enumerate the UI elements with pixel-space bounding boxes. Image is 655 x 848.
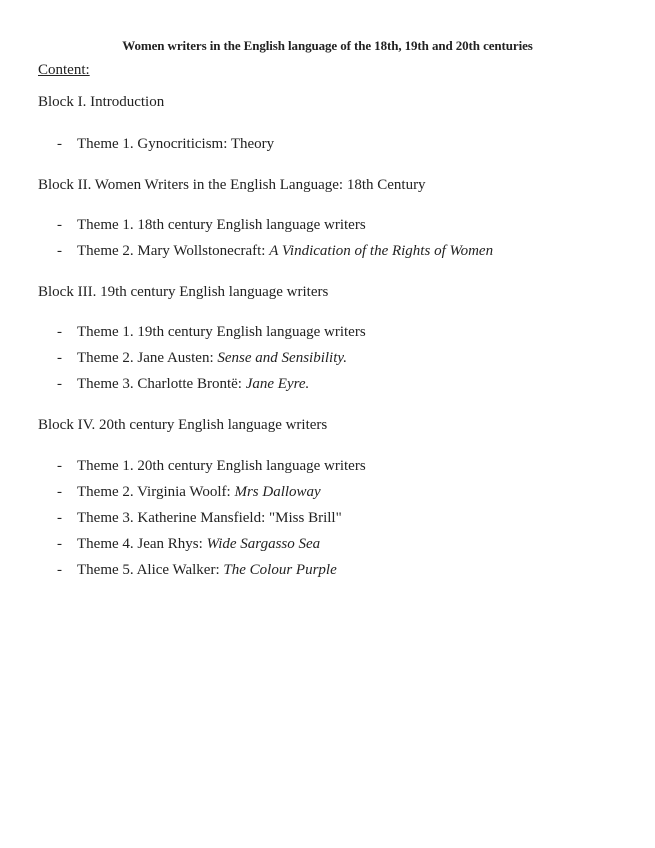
bullet-dash: -	[57, 536, 62, 552]
theme-text: Theme 2. Mary Wollstonecraft:	[77, 243, 270, 259]
block-heading-4: Block IV. 20th century English language writers	[38, 417, 328, 433]
work-title: Sense and Sensibility.	[217, 350, 347, 366]
theme-text: Theme 1. 19th century English language writers	[77, 324, 366, 340]
document-title: Women writers in the English language of the 18th, 19th and 20th centuries	[122, 38, 533, 53]
theme-item	[57, 135, 274, 153]
theme-item	[57, 216, 366, 234]
theme-text: Theme 2. Virginia Woolf:	[77, 484, 235, 500]
work-title: The Colour Purple	[223, 562, 337, 578]
block-heading-1: Block I. Introduction	[38, 94, 165, 110]
theme-item	[57, 323, 366, 341]
bullet-dash: -	[57, 324, 62, 340]
work-title: A Vindication of the Rights of Women	[269, 243, 494, 259]
block-heading-2: Block II. Women Writers in the English Language: 18th Century	[38, 177, 426, 193]
theme-text: Theme 3. Katherine Mansfield: "Miss Brill"	[77, 510, 342, 526]
theme-text: Theme 1. Gynocriticism: Theory	[77, 136, 275, 152]
work-title: Jane Eyre.	[245, 376, 310, 392]
block-heading-3: Block III. 19th century English language writers	[38, 284, 329, 300]
theme-item	[57, 509, 342, 527]
theme-item	[57, 457, 366, 475]
theme-item	[57, 483, 321, 501]
bullet-dash: -	[57, 562, 62, 578]
theme-text: Theme 4. Jean Rhys:	[77, 536, 207, 552]
bullet-dash: -	[57, 510, 62, 526]
theme-item	[57, 561, 337, 579]
theme-item	[57, 349, 347, 367]
bullet-dash: -	[57, 243, 62, 259]
theme-text: Theme 1. 18th century English language writers	[77, 217, 366, 233]
bullet-dash: -	[57, 136, 62, 152]
theme-text: Theme 3. Charlotte Brontë:	[77, 376, 246, 392]
bullet-dash: -	[57, 484, 62, 500]
theme-item	[57, 242, 493, 260]
bullet-dash: -	[57, 376, 62, 392]
bullet-dash: -	[57, 458, 62, 474]
theme-text: Theme 2. Jane Austen:	[77, 350, 218, 366]
content-label: Content:	[38, 62, 90, 78]
work-title: Mrs Dalloway	[234, 484, 321, 500]
theme-item	[57, 535, 320, 553]
bullet-dash: -	[57, 217, 62, 233]
theme-text: Theme 5. Alice Walker:	[77, 562, 224, 578]
theme-item	[57, 375, 309, 393]
theme-text: Theme 1. 20th century English language writers	[77, 458, 366, 474]
bullet-dash: -	[57, 350, 62, 366]
work-title: Wide Sargasso Sea	[206, 536, 321, 552]
